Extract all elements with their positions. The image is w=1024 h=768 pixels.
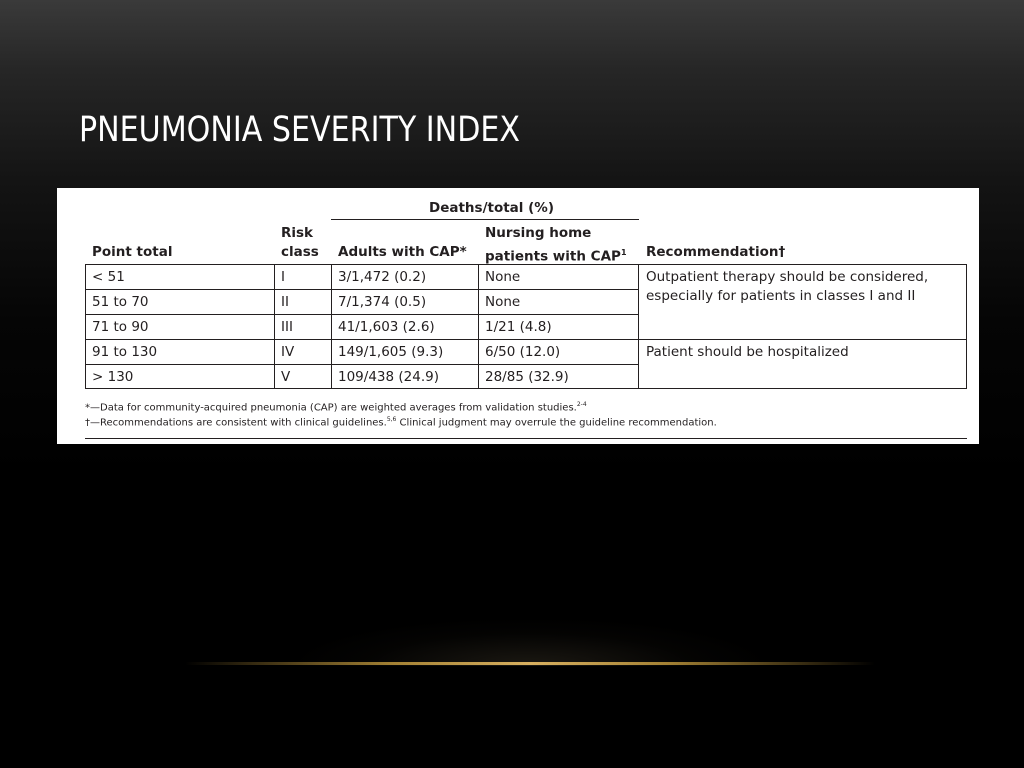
row1-risk-class: I <box>281 269 285 285</box>
row2-adults: 7/1,374 (0.5) <box>338 294 427 310</box>
row2-nursing: None <box>485 294 521 310</box>
header-risk-class-line1: Risk <box>281 225 314 241</box>
row3-points: 71 to 90 <box>92 319 149 335</box>
row-divider-1 <box>85 289 639 290</box>
table-right-border <box>966 264 967 389</box>
psi-table-panel <box>57 188 979 444</box>
col-divider-2 <box>331 264 332 389</box>
table-bottom-border <box>85 388 967 389</box>
footnote-recommendations: †—Recommendations are consistent with clinical guidelines.$^{5,6}$ Clinical judgment may overrule the guideline recommendation. <box>85 416 717 429</box>
col-divider-1 <box>274 264 275 389</box>
row3-nursing: 1/21 (4.8) <box>485 319 552 335</box>
nursing-footnote-marker: 1 <box>620 248 627 257</box>
psi-table <box>57 188 979 444</box>
row-divider-3 <box>85 339 967 340</box>
row1-adults: 3/1,472 (0.2) <box>338 269 427 285</box>
header-recommendation: Recommendation† <box>646 244 786 260</box>
header-nursing-home-line2: patients with CAP$^1$ <box>485 248 627 265</box>
row5-nursing: 28/85 (32.9) <box>485 369 569 385</box>
decorative-glow-haze <box>300 620 760 666</box>
col-divider-4 <box>638 264 639 389</box>
header-point-total: Point total <box>92 244 173 260</box>
row4-adults: 149/1,605 (9.3) <box>338 344 444 360</box>
row-divider-2 <box>85 314 639 315</box>
header-risk-class-line2: class <box>281 244 319 260</box>
row4-nursing: 6/50 (12.0) <box>485 344 561 360</box>
header-nursing-home-line1: Nursing home <box>485 225 592 241</box>
row4-points: 91 to 130 <box>92 344 158 360</box>
row5-adults: 109/438 (24.9) <box>338 369 439 385</box>
deaths-total-group-header: Deaths/total (%) <box>429 200 554 216</box>
recommendation-hospitalized: Patient should be hospitalized <box>646 344 849 360</box>
row1-points: < 51 <box>92 269 125 285</box>
row2-risk-class: II <box>281 294 289 310</box>
decorative-gold-line <box>185 662 875 665</box>
row2-points: 51 to 70 <box>92 294 149 310</box>
row3-risk-class: III <box>281 319 293 335</box>
header-adults-with-cap: Adults with CAP* <box>338 244 467 260</box>
footnote-bottom-rule <box>85 438 967 439</box>
row4-risk-class: IV <box>281 344 295 360</box>
row-divider-4 <box>85 364 639 365</box>
recommendation-outpatient-line2: especially for patients in classes I and II <box>646 288 916 304</box>
group-header-rule <box>331 219 639 220</box>
table-left-border <box>85 264 86 389</box>
row5-risk-class: V <box>281 369 291 385</box>
row3-adults: 41/1,603 (2.6) <box>338 319 435 335</box>
row5-points: > 130 <box>92 369 134 385</box>
row1-nursing: None <box>485 269 521 285</box>
slide-title: PNEUMONIA SEVERITY INDEX <box>79 110 521 150</box>
col-divider-3 <box>478 264 479 389</box>
recommendation-outpatient-line1: Outpatient therapy should be considered, <box>646 269 929 285</box>
footnote-cap-data: *—Data for community-acquired pneumonia (CAP) are weighted averages from validation studies.$^{2-4}$ <box>85 401 587 414</box>
table-top-border <box>85 264 967 265</box>
